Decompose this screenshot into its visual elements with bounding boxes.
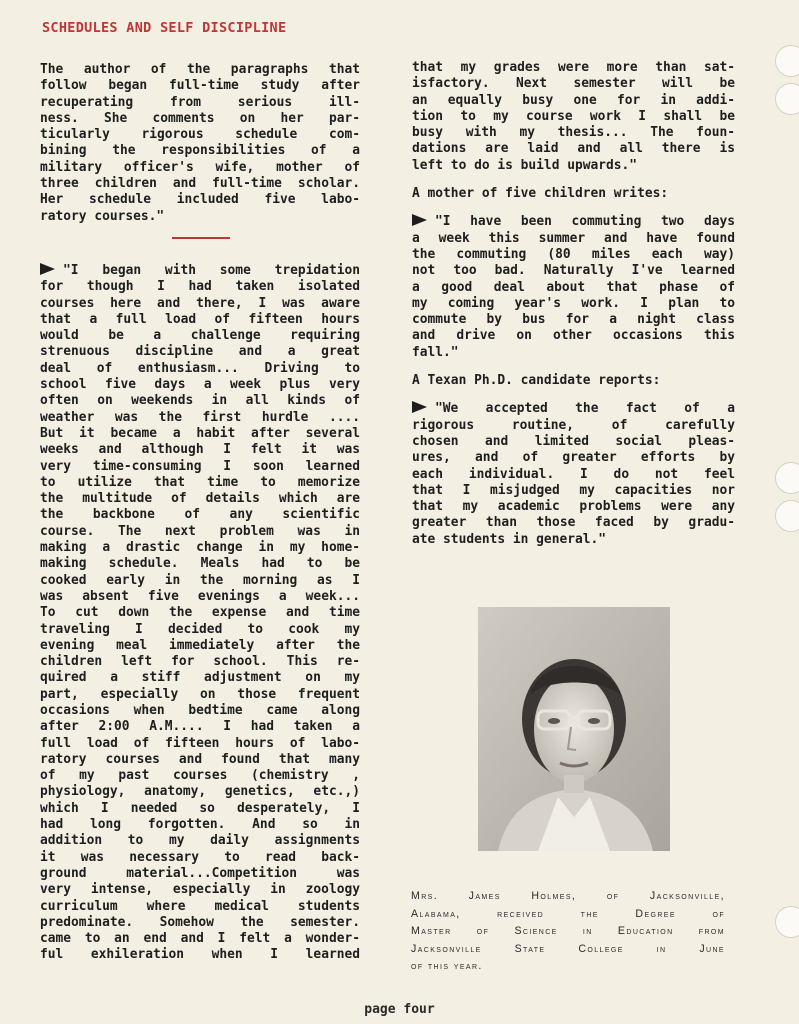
mother-heading: A mother of five children writes: <box>412 186 669 202</box>
photo-caption: Mrs. James Holmes, of Jacksonville, Alabama, received the Degree of Master of Science in Education from Jacksonville State College in June of this year. <box>411 890 725 972</box>
binder-hole <box>775 83 799 115</box>
arrow-bullet-icon <box>40 263 55 275</box>
binder-hole <box>775 45 799 77</box>
quote-paragraph-3: "We accepted the fact of a rigorous routine, of carefully chosen and limited social pleas- ures, and of greater efforts by each individual. I do not feel that I misjudged my capacities nor that my academic problems were any greater than those faced by gradu- ate students in general." <box>412 401 735 547</box>
arrow-bullet-icon <box>412 401 427 413</box>
red-divider <box>172 237 230 239</box>
texan-heading: A Texan Ph.D. candidate reports: <box>412 373 661 389</box>
portrait-image <box>478 607 670 851</box>
quote-paragraph-1: "I began with some trepidation for though I had taken isolated courses here and there, I was aware that a full load of fifteen hours would be a challenge requiring strenuous discipline and a great deal of enthusiasm... Driving to school five days a week plus very often on weekends in all kinds of weather was the first hurdle .... But it became a habit after several weeks and although I felt it was very time-consuming I soon learned to utilize that time to memorize the multitude of details which are the backbone of any scientific course. The next problem was in making a drastic change in my home- making schedule. Meals had to be cooked early in the morning as I was absent five evenings a week... To cut down the expense and time traveling I decided to cook my evening meal immediately after the children left for school. This re- quired a stiff adjustment on my part, especially on those frequent occasions when bedtime came along after 2:00 A.M.... I had taken a full load of fifteen hours of labo- ratory courses and found that many of my past courses (chemistry , physiology, anatomy, genetics, etc.,) which I needed so desperately, I had long forgotten. And so in addition to my daily assignments it was necessary to read back- ground material...Competition was very intense, especially in zoology curriculum where medical students predominate. Somehow the semester. came to an end and I felt a wonder- ful exhileration when I learned <box>40 262 360 963</box>
intro-paragraph: The author of the paragraphs that follow began full-time study after recuperating from serious ill- ness. She comments on her par- ticularly rigorous schedule com- bining the responsibilities of a military officer's wife, mother of three children and full-time scholar. Her schedule included five labo- ratory courses." <box>40 62 360 224</box>
portrait-photo <box>478 607 670 851</box>
arrow-bullet-icon <box>412 214 427 226</box>
binder-hole <box>775 462 799 494</box>
right-column <box>412 60 735 548</box>
continuation-paragraph: that my grades were more than sat- isfactory. Next semester will be an equally busy one for in addi- tion to my course work I shall be busy with my thesis... The foun- dations are laid and all there is left to do is build upwards." <box>412 60 735 173</box>
binder-hole <box>775 500 799 532</box>
left-column <box>40 62 360 964</box>
binder-hole <box>775 906 799 938</box>
section-heading: SCHEDULES AND SELF DISCIPLINE <box>42 20 287 36</box>
page-footer: page four <box>364 1002 435 1017</box>
quote-paragraph-2: "I have been commuting two days a week this summer and have found the commuting (80 miles each way) not too bad. Naturally I've learned a good deal about that phase of my coming year's work. I plan to commute by bus for a night class and drive on other occasions this fall." <box>412 214 735 360</box>
